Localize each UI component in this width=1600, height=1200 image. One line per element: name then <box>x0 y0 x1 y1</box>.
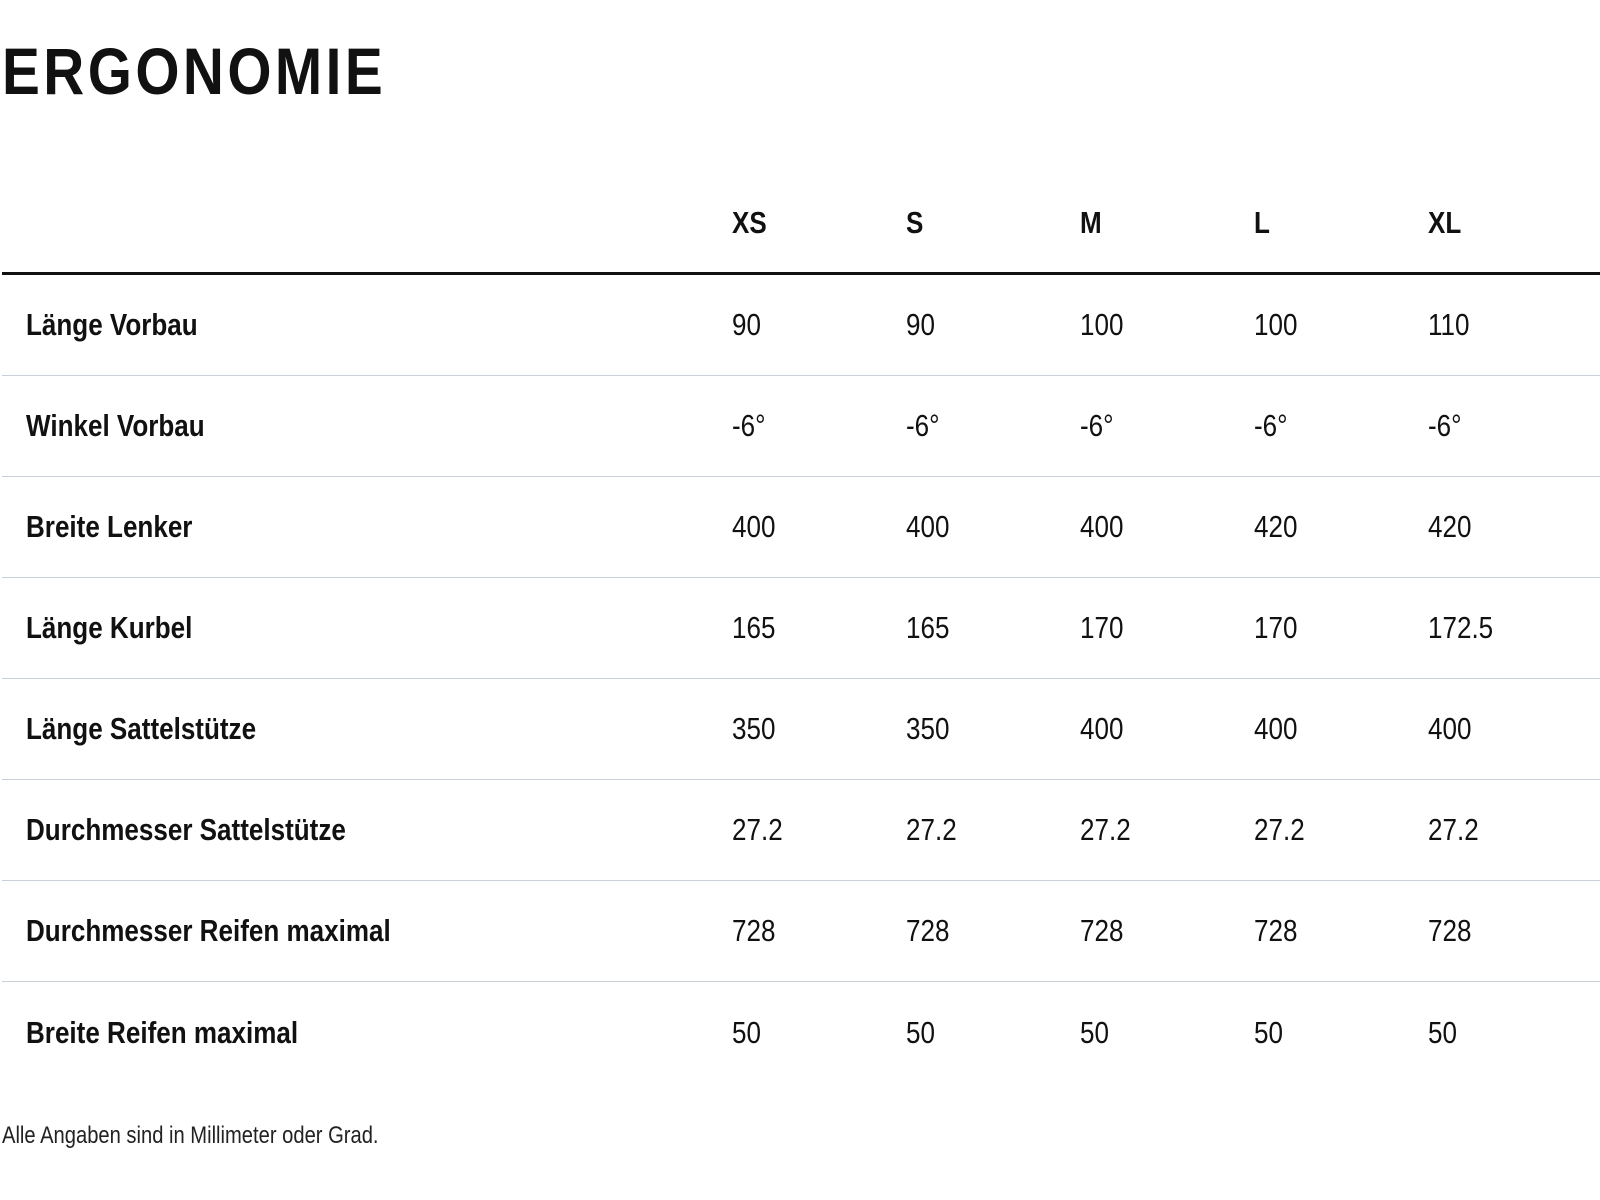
row-label: Länge Kurbel <box>26 610 193 645</box>
table-row <box>2 376 1600 477</box>
table-cell: 170 <box>1080 610 1124 645</box>
table-cell: 728 <box>906 913 950 948</box>
table-cell: 27.2 <box>1254 812 1305 847</box>
table-cell: 27.2 <box>906 812 957 847</box>
table-header-row <box>2 175 1600 275</box>
table-cell: -6° <box>732 408 766 443</box>
table-cell: 90 <box>732 307 761 342</box>
table-cell: 50 <box>732 1014 761 1050</box>
table-cell: 50 <box>1428 1014 1457 1050</box>
size-header-xs: XS <box>732 204 767 240</box>
row-label: Länge Vorbau <box>26 307 198 342</box>
table-row <box>2 679 1600 780</box>
table-cell: 400 <box>906 509 950 544</box>
table-cell: 27.2 <box>1080 812 1131 847</box>
table-cell: 90 <box>906 307 935 342</box>
table-row <box>2 780 1600 881</box>
table-cell: 50 <box>1254 1014 1283 1050</box>
table-cell: 400 <box>732 509 776 544</box>
table-cell: 400 <box>1254 711 1298 746</box>
table-cell: 100 <box>1080 307 1124 342</box>
table-cell: 27.2 <box>732 812 783 847</box>
table-cell: 420 <box>1428 509 1472 544</box>
size-header-m: M <box>1080 204 1102 240</box>
table-cell: 400 <box>1080 711 1124 746</box>
table-row <box>2 578 1600 679</box>
table-row <box>2 881 1600 982</box>
row-label: Länge Sattelstütze <box>26 711 257 746</box>
units-footnote: Alle Angaben sind in Millimeter oder Grad. <box>2 1122 379 1149</box>
table-cell: 728 <box>1428 913 1472 948</box>
row-label: Winkel Vorbau <box>26 408 205 443</box>
table-row <box>2 982 1600 1083</box>
table-cell: 100 <box>1254 307 1298 342</box>
table-cell: 420 <box>1254 509 1298 544</box>
table-cell: 50 <box>906 1014 935 1050</box>
ergonomics-table <box>2 175 1600 1083</box>
table-cell: 350 <box>732 711 776 746</box>
table-cell: -6° <box>906 408 940 443</box>
table-cell: 170 <box>1254 610 1298 645</box>
table-cell: 50 <box>1080 1014 1109 1050</box>
size-header-xl: XL <box>1428 204 1462 240</box>
table-row <box>2 477 1600 578</box>
table-cell: 350 <box>906 711 950 746</box>
table-cell: -6° <box>1080 408 1114 443</box>
size-header-l: L <box>1254 204 1270 240</box>
table-cell: 165 <box>906 610 950 645</box>
table-cell: 728 <box>1080 913 1124 948</box>
table-cell: 400 <box>1428 711 1472 746</box>
size-header-s: S <box>906 204 924 240</box>
table-cell: 172.5 <box>1428 610 1494 645</box>
row-label: Durchmesser Sattelstütze <box>26 812 346 847</box>
table-cell: -6° <box>1254 408 1288 443</box>
page-title: ERGONOMIE <box>2 34 387 108</box>
table-row <box>2 275 1600 376</box>
row-label: Breite Lenker <box>26 509 193 544</box>
row-label: Breite Reifen maximal <box>26 1014 299 1050</box>
row-label: Durchmesser Reifen maximal <box>26 913 391 948</box>
table-cell: 110 <box>1428 307 1470 342</box>
table-cell: 728 <box>732 913 776 948</box>
table-cell: 728 <box>1254 913 1298 948</box>
table-cell: 400 <box>1080 509 1124 544</box>
table-cell: 27.2 <box>1428 812 1479 847</box>
table-cell: 165 <box>732 610 776 645</box>
table-cell: -6° <box>1428 408 1462 443</box>
